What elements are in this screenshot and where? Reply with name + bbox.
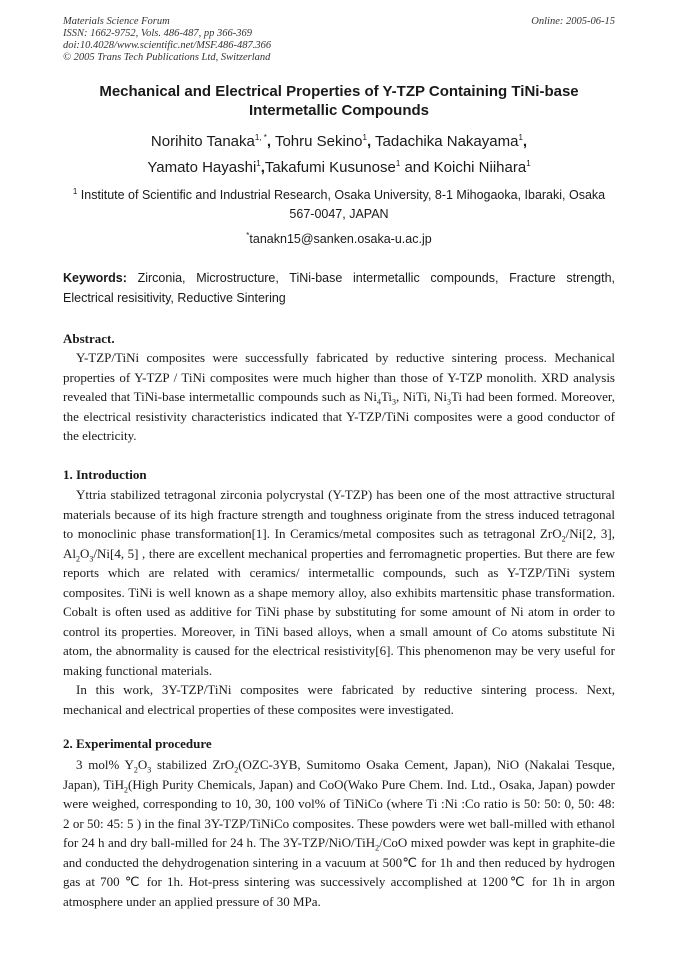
journal-header: [63, 16, 271, 64]
author-list: [63, 129, 615, 181]
and-separator: and: [404, 159, 430, 176]
corresponding-email: [63, 230, 615, 248]
author-name: Tadachika Nakayama$^1$: [375, 133, 523, 150]
title-line-1: Mechanical and Electrical Properties of Y-TZP Containing TiNi-base: [99, 83, 579, 100]
email-mark: *: [246, 230, 250, 240]
journal-name: Materials Science Forum: [63, 16, 170, 27]
author-line-1: Norihito Tanaka$^{1, *}$, Tohru Sekino$^1$, Tadachika Nakayama$^1$,: [150, 133, 528, 150]
author-line-2: Yamato Hayashi$^1$,Takafumi Kusunose$^1$ and Koichi Niihara$^1$: [147, 159, 531, 176]
keywords-text: Zirconia, Microstructure, TiNi-base intermetallic compounds, Fracture strength, Electrical resisitivity, Reductive Sintering: [63, 271, 615, 305]
issn-line: ISSN: 1662-9752, Vols. 486-487, pp 366-369: [63, 28, 252, 39]
experimental-heading: 2. Experimental procedure: [63, 736, 212, 751]
doi-line: doi:10.4028/www.scientific.net/MSF.486-487.366: [63, 40, 272, 51]
author-name: Norihito Tanaka$^{1, *}$: [150, 133, 267, 150]
online-date: Online: 2005-06-15: [531, 16, 615, 27]
keywords-label: Keywords:: [63, 271, 127, 285]
affiliation-mark: 1: [72, 186, 78, 196]
affiliation-line-1: Institute of Scientific and Industrial Research, Osaka University, 8-1 Mihogaoka, Ibaraki, Osaka: [80, 188, 606, 202]
copyright-line: © 2005 Trans Tech Publications Ltd, Switzerland: [63, 52, 271, 63]
intro-heading: 1. Introduction: [63, 467, 147, 482]
author-name: Takafumi Kusunose$^1$: [264, 159, 401, 176]
abstract-heading: Abstract.: [63, 331, 115, 346]
author-name: Yamato Hayashi$^1$: [147, 159, 261, 176]
paper-title: [63, 82, 615, 120]
intro-paragraph-1: Yttria stabilized tetragonal zirconia polycrystal (Y-TZP) has been one of the most attractive structural materials because of its high fracture strength and toughness originate from the stress induced tetragonal to monoclinic phase transformation[1]. In Ceramics/metal composites such as tetragonal ZrO$_2$/Ni[2, 3], $Al_2O_3/Ni[4$, 5] , there are excellent mechanical properties and ferromagnetic properties. But there are few reports which are related with ceramics/ intermetallic compounds, such as Y-TZP/TiNi system composites. TiNi is well known as a shape memory alloy, also exhibits martensitic phase transformation. Cobalt is often used as additive for TiNi phase by substituting for some amount of Ni atom in order to control its properties. Moreover, in TiNi based alloys, when a small amount of Co atoms substitute Ni atom, the abnormality is caused for the electrical resistivity[6]. This phenomenon may be very useful for making functional materials.: [63, 487, 615, 678]
affiliation-line-2: 567-0047, JAPAN: [289, 207, 389, 221]
affiliation: [63, 186, 615, 224]
keywords: [63, 269, 615, 308]
intro-paragraph-2: In this work, 3Y-TZP/TiNi composites were fabricated by reductive sintering process. Next, mechanical and electrical properties of these composites were investigated.: [63, 682, 615, 717]
experimental-paragraph-1: 3 mol% $Y_2O_3$ stabilized ZrO$_2$(OZC-3YB, Sumitomo Osaka Cement, Japan), NiO (Nakalai Tesque, Japan), TiH$_2$(High Purity Chemicals, Japan) and CoO(Wako Pure Chem. Ind. Ltd., Osaka, Japan) powder were weighed, corresponding to 10, 30, 100 vol% of TiNiCo (where Ti :Ni :Co ratio is 50: 50: 0, 50: 48: 2 or 50: 45: 5 ) in the final 3Y-TZP/TiNiCo composites. These powders were wet ball-milled with ethanol for 24 h and dry ball-milled for 24 h. The 3Y-TZP/NiO/TiH$_2$/CoO mixed powder was kept in graphite-die and conducted the dehydrogenation sintering in a vacuum at 500℃ for 1h and then reduced by hydrogen gas at 700 ℃ for 1h. Hot-press sintering was successively accomplished at 1200℃ for 1h in argon atmosphere under an applied pressure of 30 MPa.: [63, 757, 615, 909]
title-line-2: Intermetallic Compounds: [248, 102, 430, 119]
abstract-text: Y-TZP/TiNi composites were successfully fabricated by reductive sintering process. Mechanical properties of Y-TZP / TiNi composites were much higher than those of Y-TZP monolith. XRD analysis revealed that TiNi-base intermetallic compounds such as $Ni_4Ti_3$, NiTi, $Ni_3Ti$ had been formed. Moreover, the electrical resistivity characteristics indicated that Y-TZP/TiNi composites were a good conductor of the electricity.: [63, 350, 615, 443]
email-address: tanakn15@sanken.osaka-u.ac.jp: [249, 232, 432, 246]
author-name: Tohru Sekino$^1$: [274, 133, 367, 150]
author-name: Koichi Niihara$^1$: [433, 159, 531, 176]
